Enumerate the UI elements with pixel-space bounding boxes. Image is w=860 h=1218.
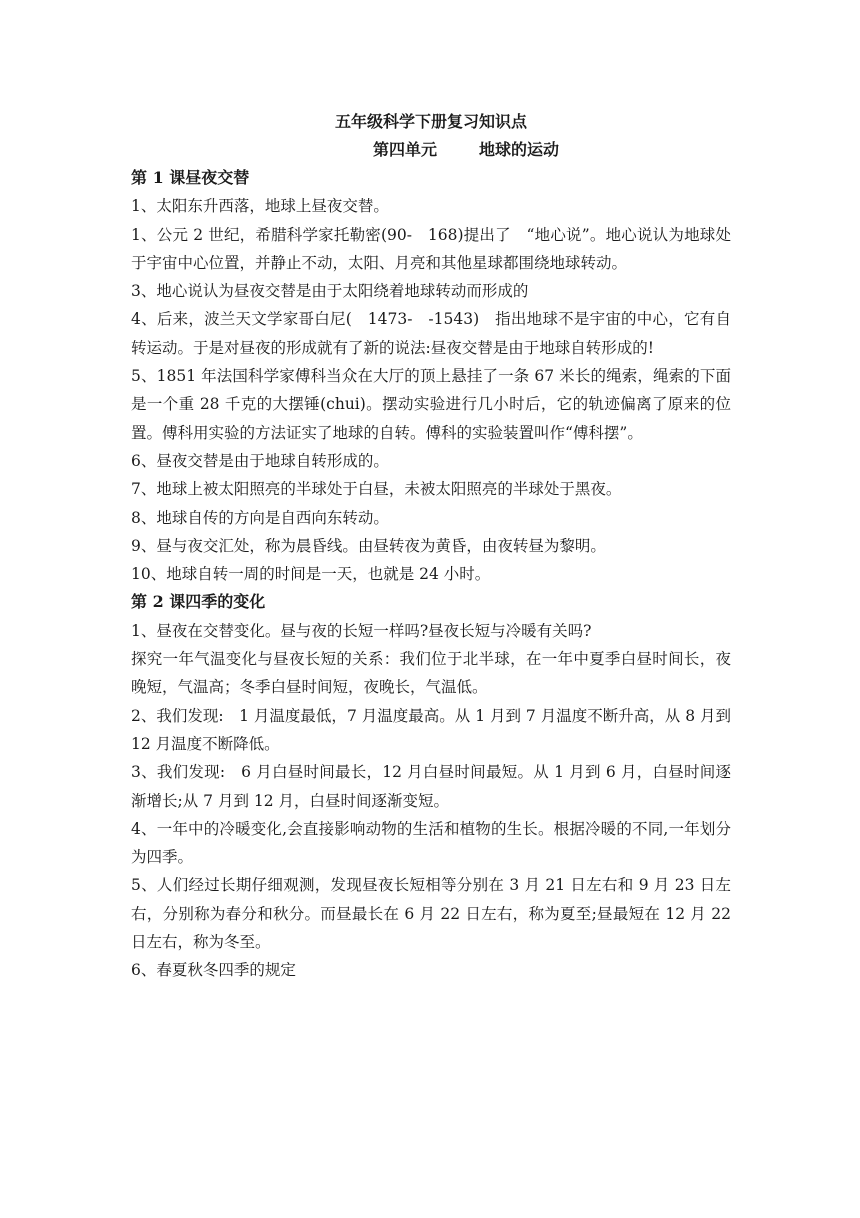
document-body [131,108,731,985]
lesson-2-item: 3、我们发现: 6 月白昼时间最长，12 月白昼时间最短。从 1 月到 6 月，白昼时间逐渐增长;从 7 月到 12 月，白昼时间逐渐变短。 [131,763,731,810]
lesson-1-item: 3、地心说认为昼夜交替是由于太阳绕着地球转动而形成的 [131,282,529,301]
lesson-2-heading: 第 2 课四季的变化 [131,592,266,612]
lesson-1-item: 9、昼与夜交汇处，称为晨昏线。由昼转夜为黄昏，由夜转昼为黎明。 [131,536,606,555]
lesson-1-item: 10、地球自转一周的时间是一天，也就是 24 小时。 [131,565,491,584]
lesson-1-item: 4、后来，波兰天文学家哥白尼( 1473- -1543) 指出地球不是宇宙的中心，它有自转运动。于是对昼夜的形成就有了新的说法:昼夜交替是由于地球自转形成的! [131,310,731,357]
lesson-2-item: 2、我们发现: 1 月温度最低，7 月温度最高。从 1 月到 7 月温度不断升高，从 8 月到 12 月温度不断降低。 [131,706,731,753]
lesson-1-item: 7、地球上被太阳照亮的半球处于白昼，未被太阳照亮的半球处于黑夜。 [131,480,622,499]
lesson-1-item: 6、昼夜交替是由于地球自转形成的。 [131,451,389,470]
lesson-2-item: 4、一年中的冷暖变化,会直接影响动物的生活和植物的生长。根据冷暖的不同,一年划分为四季。 [131,819,731,867]
lesson-2-item: 1、昼夜在交替变化。昼与夜的长短一样吗?昼夜长短与冷暖有关吗? [131,621,592,640]
unit-label: 第四单元 [373,140,438,159]
lesson-2-item: 5、人们经过长期仔细观测，发现昼夜长短相等分别在 3 月 21 日左右和 9 月 23 日左右，分别称为春分和秋分。而昼最长在 6 月 22 日左右，称为夏至;昼最短在 12 月 22 日左右，称为冬至。 [131,876,731,952]
lesson-1-heading: 第 1 课昼夜交替 [131,168,250,187]
page-title: 五年级科学下册复习知识点 [334,112,527,131]
unit-topic: 地球的运动 [479,140,560,159]
lesson-2-item: 6、春夏秋冬四季的规定 [131,961,296,980]
lesson-1-item: 8、地球自传的方向是自西向东转动。 [131,508,389,527]
lesson-1-item: 1、公元 2 世纪，希腊科学家托勒密(90- 168)提出了 “地心说”。地心说认为地球处于宇宙中心位置，并静止不动，太阳、月亮和其他星球都围绕地球转动。 [131,225,731,272]
unit-heading [131,136,731,164]
lesson-1-item: 1、太阳东升西落，地球上昼夜交替。 [131,197,389,216]
lesson-1-item: 5、1851 年法国科学家傅科当众在大厅的顶上悬挂了一条 67 米长的绳索，绳索的下面是一个重 28 千克的大摆锤(chui)。摆动实验进行几小时后，它的轨迹偏离了原来的位置。傅科用实验的方法证实了地球的自转。傅科的实验装置叫作“傅科摆”。 [131,367,731,442]
lesson-2-item: 探究一年气温变化与昼夜长短的关系：我们位于北半球，在一年中夏季白昼时间长，夜晚短，气温高；冬季白昼时间短，夜晚长，气温低。 [131,650,731,697]
